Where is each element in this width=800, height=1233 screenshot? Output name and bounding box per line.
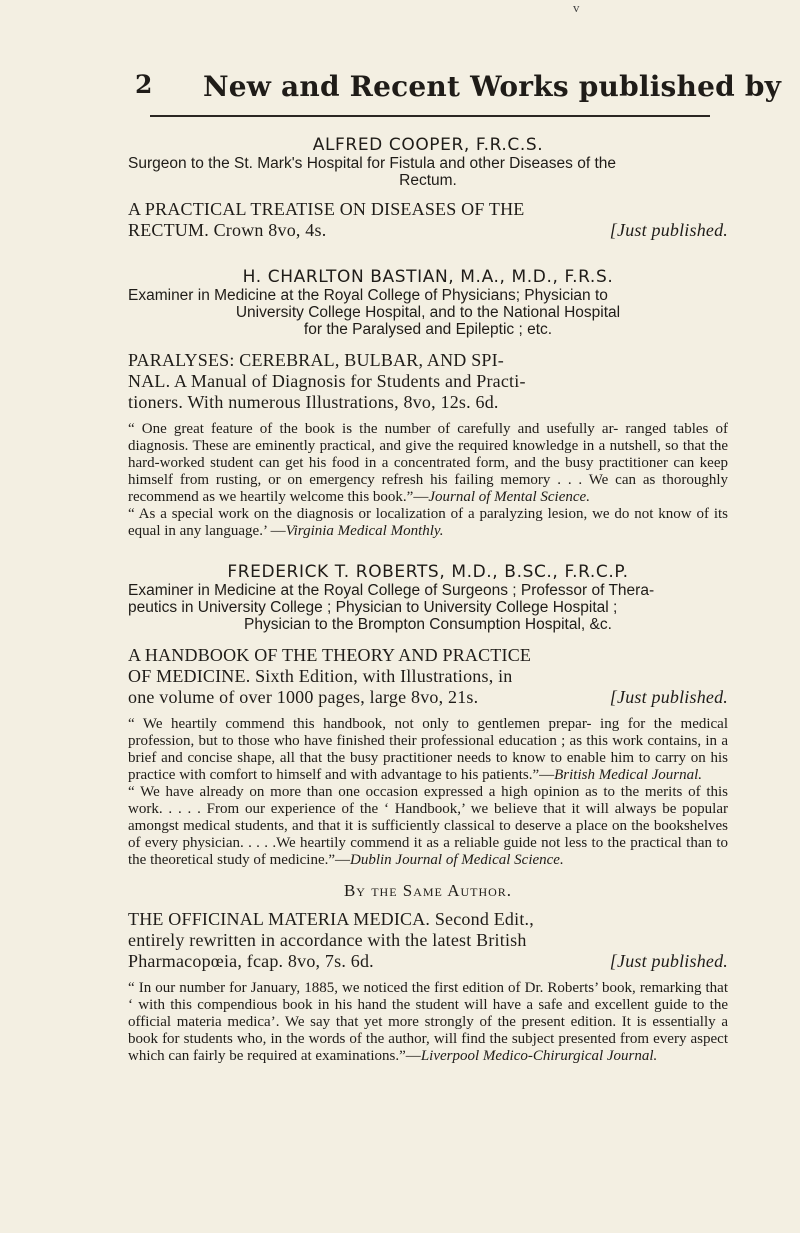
publication-status: [Just published. [609,951,728,971]
author-affiliation: University College Hospital, and to the National Hospital [235,304,621,321]
review-text: “ One great feature of the book is the number of carefully and usefully ar- ranged tables of diagnosis. These are eminently practical, and give the required knowledge in a nutshell, so that the hard-worked student can get his food in a concentrated form, and the busy practitioner can keep himself from rusting, or on emergency refresh his failing memory . . . We can as thoroughly recommend as we heartily welcome this book.”— [128,421,728,505]
author-affiliation: Surgeon to the St. Mark's Hospital for Fistula and other Diseases of the [128,155,617,172]
entry-materia-medica [128,881,728,1065]
title-line: A HANDBOOK OF THE THEORY AND PRACTICE [128,645,532,665]
book-title [128,199,728,241]
top-mark: v [573,0,580,15]
author-name: ALFRED COOPER, F.R.C.S. [312,135,544,155]
title-line: THE OFFICINAL MATERIA MEDICA. Second Edit., [128,909,534,929]
review-text: “ In our number for January, 1885, we noticed the first edition of Dr. Roberts’ book, remarking that ‘ with this compendious book in his hand the student will have a safe and excellent guide to the official materia medica’. We say that yet more strongly of the present edition. It is essentially a book for students who, in the words of the author, will find the subject presented from every aspect which can fairly be required at examinations.”— [128,980,728,1064]
title-line: entirely rewritten in accordance with the latest British [128,930,527,950]
review-source: Dublin Journal of Medical Science. [350,852,564,868]
book-title [128,645,728,708]
title-line: tioners. With numerous Illustrations, 8vo, 12s. 6d. [128,392,499,412]
review-quote [128,716,728,869]
author-affiliation: Examiner in Medicine at the Royal College of Physicians; Physician to [128,287,608,304]
header-rule [150,115,710,117]
author-affiliation: peutics in University College ; Physician to University College Hospital ; [128,599,618,616]
title-line: RECTUM. Crown 8vo, 4s. [128,220,327,240]
publication-status: [Just published. [609,687,728,707]
entry-cooper [128,135,728,241]
review-source: British Medical Journal. [554,767,703,783]
author-affiliation: Rectum. [399,172,457,189]
title-line: Pharmacopœia, fcap. 8vo, 7s. 6d. [128,951,374,971]
entry-roberts [128,562,728,869]
author-affiliation: Physician to the Brompton Consumption Hospital, &c. [244,616,612,633]
publication-status: [Just published. [609,220,728,240]
running-head: New and Recent Works published by [203,70,782,103]
review-source: Journal of Mental Science. [428,489,590,505]
review-quote [128,980,728,1065]
book-title [128,350,728,413]
title-line: PARALYSES: CEREBRAL, BULBAR, AND SPI- [128,350,505,370]
review-source: Liverpool Medico-Chirurgical Journal. [420,1048,658,1064]
title-line: OF MEDICINE. Sixth Edition, with Illustrations, in [128,666,513,686]
page-body [128,135,728,1065]
review-text: “ We have already on more than one occasion expressed a high opinion as to the merits of this work. . . . . From our experience of the ‘ Handbook,’ we believe that it will always be popular amongst medical students, and that it is sufficiently classical to deserve a place on the bookshelves of every physician. . . . .We heartily commend it as a reliable guide not less to the practical than to the theoretical study of medicine.”— [128,784,728,868]
by-line: By the Same Author. [343,881,513,900]
book-title [128,909,728,972]
author-name: H. CHARLTON BASTIAN, M.A., M.D., F.R.S. [242,267,614,287]
review-quote [128,421,728,540]
review-text: “ As a special work on the diagnosis or localization of a paralyzing lesion, we do not know of its equal in any language.’ — [128,506,728,539]
title-line: one volume of over 1000 pages, large 8vo, 21s. [128,687,479,707]
author-affiliation: Examiner in Medicine at the Royal College of Surgeons ; Professor of Thera- [128,582,655,599]
page-number: 2 [135,70,153,99]
title-line: A PRACTICAL TREATISE ON DISEASES OF THE [128,199,525,219]
author-name: FREDERICK T. ROBERTS, M.D., B.SC., F.R.C.P. [227,562,629,582]
entry-bastian [128,267,728,540]
review-text: “ We heartily commend this handbook, not only to gentlemen prepar- ing for the medical profession, but to those who have finished their professional education ; as this work contains, in a brief and concise shape, all that the busy practitioner needs to know to enable him to carry on his practice with comfort to himself and with advantage to his patients.”— [128,716,728,783]
author-affiliation: for the Paralysed and Epileptic ; etc. [303,321,553,338]
review-source: Virginia Medical Monthly. [285,523,444,539]
title-line: NAL. A Manual of Diagnosis for Students and Practi- [128,371,526,391]
